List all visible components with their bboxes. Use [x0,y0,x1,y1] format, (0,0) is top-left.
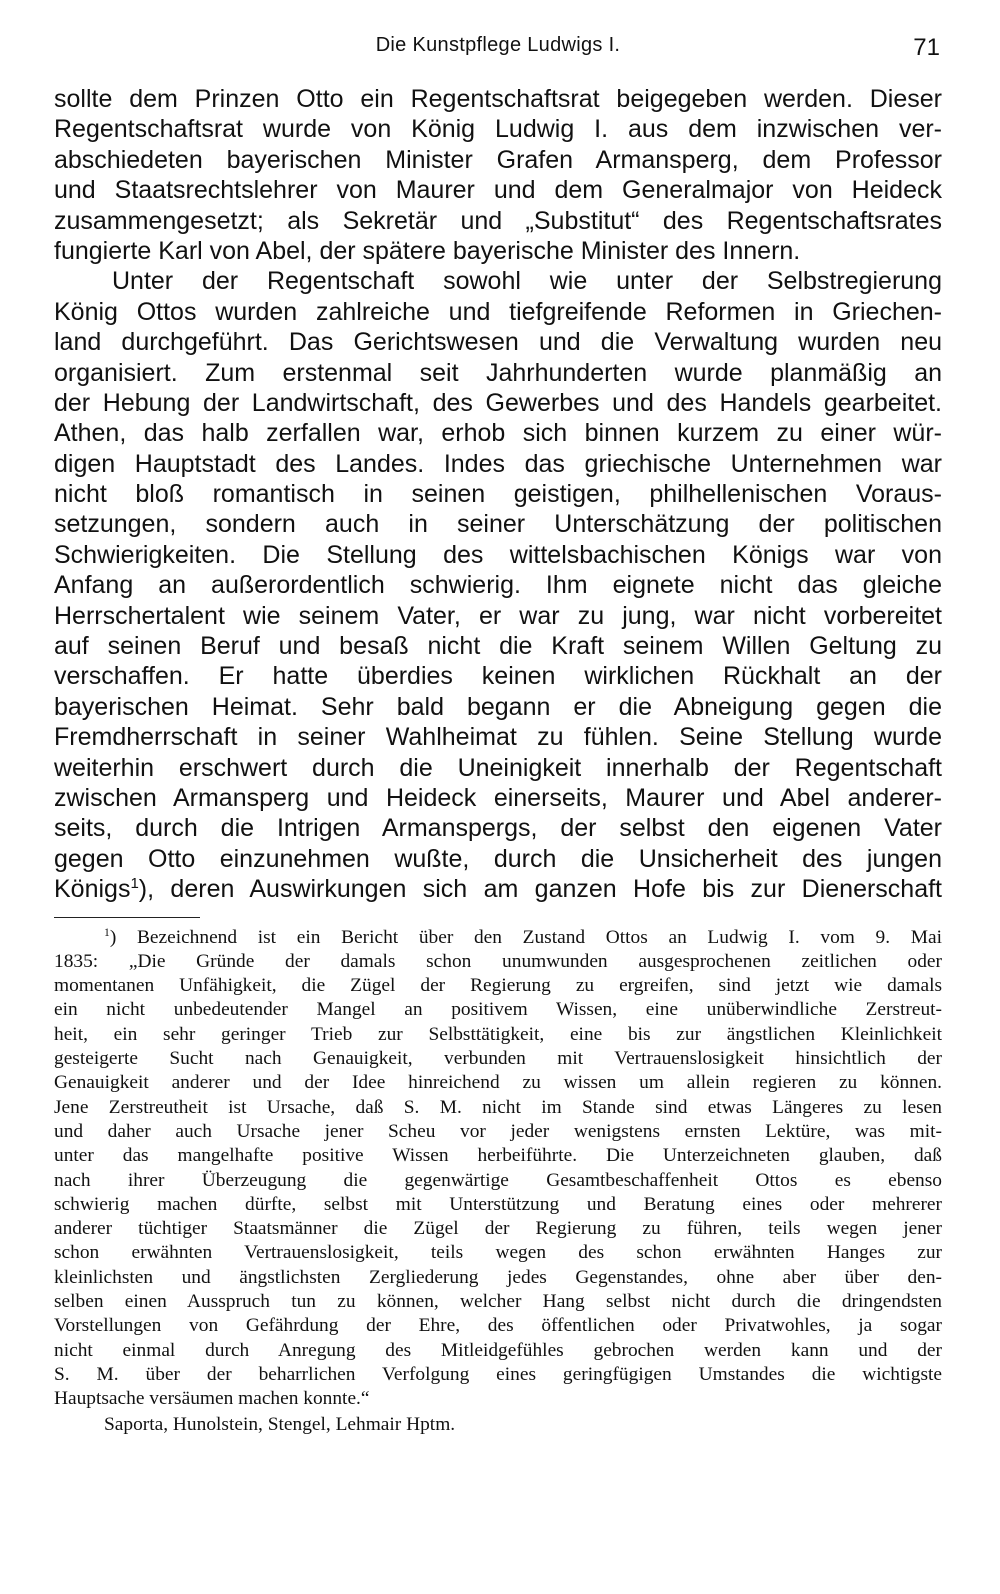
body-line: gegen Otto einzunehmen wußte, durch die Unsicherheit des jungen [54,844,942,873]
footnote [54,926,942,1438]
footnote-line: Genauigkeit anderer und der Idee hinreichend zu wissen um allein regieren zu können. [54,1072,942,1094]
footnote-line: Jene Zerstreutheit ist Ursache, daß S. M. nicht im Stande sind etwas Längeres zu lesen [54,1096,942,1118]
page-number: 71 [913,34,940,61]
body-line: zusammengesetzt; als Sekretär und „Substitut“ des Regentschaftsrates [54,206,942,235]
body-line: Athen, das halb zerfallen war, erhob sich binnen kurzem zu einer wür- [54,419,942,448]
body-line: seits, durch die Intrigen Armanspergs, der selbst den eigenen Vater [54,814,942,843]
body-text [54,84,942,905]
footnote-reference: 1 [130,875,139,893]
footnote-line [54,926,942,950]
body-line: zwischen Armansperg und Heideck einerseits, Maurer und Abel anderer- [54,783,942,812]
footnote-line: nicht einmal durch Anregung des Mitleidgefühles gebrochen werden kann und der [54,1339,942,1361]
footnote-line: und daher auch Ursache jener Scheu vor jeder wenigstens ernsten Lektüre, was mit- [54,1120,942,1142]
book-page [54,34,942,1438]
footnote-line: 1835: „Die Gründe der damals schon unumwunden ausgesprochenen zeitlichen oder [54,950,942,972]
body-line: Fremdherrschaft in seiner Wahlheimat zu fühlen. Seine Stellung wurde [54,723,942,752]
body-line: digen Hauptstadt des Landes. Indes das griechische Unternehmen war [54,449,942,478]
footnote-line: schon erwähnten Vertrauenslosigkeit, teils wegen des schon erwähnten Hanges zur [54,1242,942,1264]
footnote-line: gesteigerte Sucht nach Genauigkeit, verbunden mit Vertrauenslosigkeit hinsichtlich der [54,1048,942,1070]
body-line: fungierte Karl von Abel, der spätere bayerische Minister des Innern. [54,236,801,265]
footnote-signature: Saporta, Hunolstein, Stengel, Lehmair Hptm. [104,1414,456,1436]
body-line: Regentschaftsrat wurde von König Ludwig I. aus dem inzwischen ver- [54,115,942,144]
body-line: nicht bloß romantisch in seinen geistigen, philhellenischen Voraus- [54,480,942,509]
body-line: Schwierigkeiten. Die Stellung des wittelsbachischen Königs war von [54,540,942,569]
body-line-text: Königs [54,875,131,904]
footnote-line: ein nicht unbedeutender Mangel an positivem Wissen, eine unüberwindliche Zerstreut- [54,999,942,1021]
body-line: Unter der Regentschaft sowohl wie unter der Selbstregierung [112,267,942,296]
body-line-with-footnote-ref [54,874,942,904]
footnote-line: S. M. über der beharrlichen Verfolgung eines geringfügigen Umstandes die wichtigste [54,1363,942,1385]
footnote-line: kleinlichsten und ängstlichsten Zergliederung jedes Gegenstandes, ohne aber über den- [54,1266,942,1288]
running-title: Die Kunstpflege Ludwigs I. [375,34,621,56]
footnote-line-text: ) Bezeichnend ist ein Bericht über den Zustand Ottos an Ludwig I. vom 9. Mai [109,926,942,948]
body-line: land durchgeführt. Das Gerichtswesen und die Verwaltung wurden neu [54,328,942,357]
footnote-line: momentanen Unfähigkeit, die Zügel der Regierung zu ergreifen, sind jetzt wie damals [54,975,942,997]
body-line: sollte dem Prinzen Otto ein Regentschaftsrat beigegeben werden. Dieser [54,85,942,113]
footnote-line: unter das mangelhafte positive Wissen herbeiführte. Die Unterzeichneten glauben, daß [54,1145,942,1167]
running-head [54,34,942,62]
body-line: auf seinen Beruf und besaß nicht die Kraft seinem Willen Geltung zu [54,632,942,661]
footnote-line: selben einen Ausspruch tun zu können, welcher Hang selbst nicht durch die dringendsten [54,1291,942,1312]
body-line: bayerischen Heimat. Sehr bald begann er die Abneigung gegen die [54,692,942,721]
body-line: weiterhin erschwert durch die Uneinigkeit innerhalb der Regentschaft [54,753,942,782]
footnote-line: schwierig machen dürfte, selbst mit Unterstützung und Beratung eines oder mehrerer [54,1193,942,1215]
footnote-line: heit, ein sehr geringer Trieb zur Selbsttätigkeit, eine bis zur ängstlichen Kleinlichkeit [54,1023,942,1045]
body-line: setzungen, sondern auch in seiner Unterschätzung der politischen [54,510,942,539]
body-line: Herrschertalent wie seinem Vater, er war zu jung, war nicht vorbereitet [54,601,942,630]
footnote-line: nach ihrer Überzeugung die gegenwärtige Gesamtbeschaffenheit Ottos es ebenso [54,1169,942,1191]
body-line-text: ), deren Auswirkungen sich am ganzen Hofe bis zur Dienerschaft [138,875,942,904]
footnote-marker: 1 [104,925,110,939]
footnote-line: Hauptsache versäumen machen konnte.“ [54,1388,370,1410]
footnote-divider [54,917,200,918]
body-line: der Hebung der Landwirtschaft, des Gewerbes und des Handels gearbeitet. [54,388,942,417]
body-line: König Ottos wurden zahlreiche und tiefgreifende Reformen in Griechen- [54,297,942,326]
footnote-line: Vorstellungen von Gefährdung der Ehre, des öffentlichen oder Privatwohles, ja sogar [54,1315,942,1337]
body-line: abschiedeten bayerischen Minister Grafen Armansperg, dem Professor [54,145,942,174]
footnote-line: anderer tüchtiger Staatsmänner die Zügel der Regierung zu führen, teils wegen jener [54,1218,942,1240]
body-line: Anfang an außerordentlich schwierig. Ihm eignete nicht das gleiche [54,571,942,600]
body-line: und Staatsrechtslehrer von Maurer und dem Generalmajor von Heideck [54,176,942,205]
body-line: organisiert. Zum erstenmal seit Jahrhunderten wurde planmäßig an [54,358,942,387]
body-line: verschaffen. Er hatte überdies keinen wirklichen Rückhalt an der [54,662,942,691]
